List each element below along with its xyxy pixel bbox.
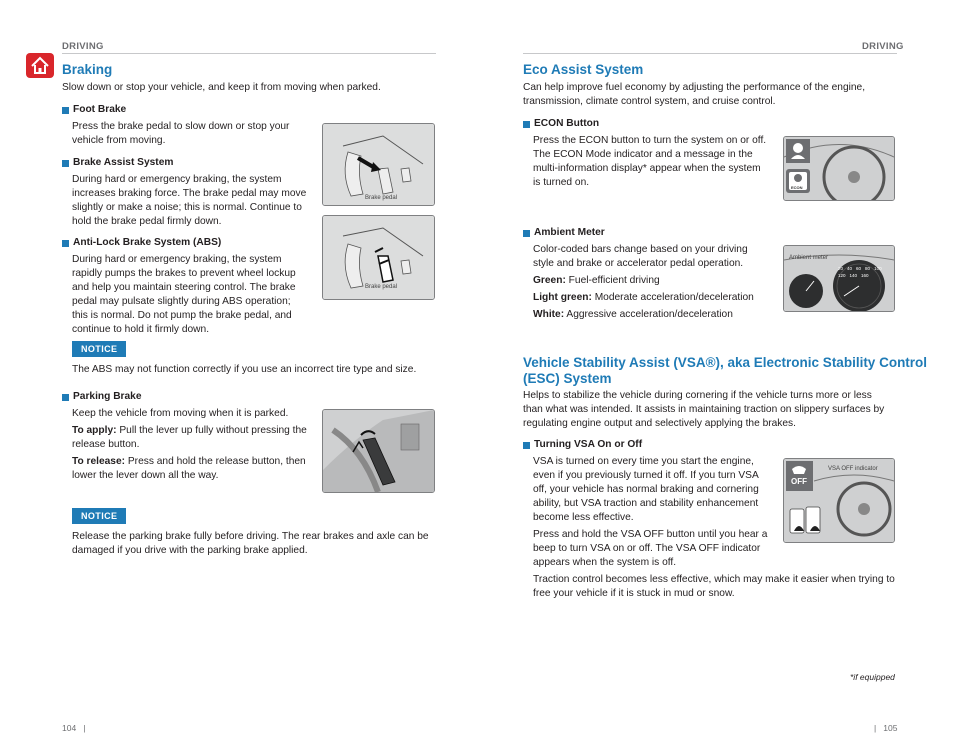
parking-apply: To apply: Pull the lever up fully without pressing the bbox=[72, 425, 307, 436]
gauge-tick: 80 bbox=[865, 266, 871, 271]
vsa-toggle-heading: Turning VSA On or Off bbox=[523, 438, 773, 452]
gauge-tick: 140 bbox=[849, 273, 858, 278]
econ-line: is turned on. bbox=[533, 177, 590, 188]
home-button[interactable] bbox=[26, 53, 54, 78]
bullet-square-icon bbox=[62, 160, 69, 167]
gauge-tick: 160 bbox=[861, 273, 869, 278]
gauge-tick: 40 bbox=[847, 266, 853, 271]
vsa-line: Press and hold the VSA OFF button until you hear a bbox=[533, 529, 768, 540]
econ-section bbox=[523, 117, 773, 190]
foot-brake-line: Press the brake pedal to slow down or stop your bbox=[72, 121, 290, 132]
vsa-intro-line: Helps to stabilize the vehicle during cornering if the vehicle turns more or less bbox=[523, 390, 872, 401]
gauge-tick-labels bbox=[838, 266, 883, 278]
abs-heading: Anti-Lock Brake System (ABS) bbox=[62, 236, 312, 250]
ambient-white: White: Aggressive acceleration/deceleration bbox=[533, 309, 733, 320]
bullet-square-icon bbox=[62, 107, 69, 114]
parking-release: To release: Press and hold the release button, then bbox=[72, 456, 306, 467]
brake-assist-line: increases braking force. The brake pedal may move bbox=[72, 188, 307, 199]
abs-line: this is normal. Do not pump the brake pedal, and bbox=[72, 310, 292, 321]
vsa-off-figure bbox=[783, 458, 895, 543]
parking-brake-heading: Parking Brake bbox=[62, 390, 312, 404]
econ-line: The ECON Mode indicator and a message in the bbox=[533, 149, 753, 160]
econ-badge: ECON bbox=[791, 185, 803, 190]
braking-intro: Slow down or stop your vehicle, and keep it from moving when parked. bbox=[62, 82, 381, 93]
fig2-caption: Brake pedal bbox=[365, 284, 398, 290]
vsa-off-caption: VSA OFF indicator bbox=[828, 466, 878, 472]
ambient-heading: Ambient Meter bbox=[523, 226, 773, 240]
ambient-line: Color-coded bars change based on your driving bbox=[533, 244, 748, 255]
brake-pedal-illustration bbox=[323, 124, 434, 205]
foot-brake-line: vehicle from moving. bbox=[72, 135, 166, 146]
right-header-rule bbox=[523, 53, 897, 54]
gauge-tick: 20 bbox=[838, 266, 844, 271]
abs-line: and help you maintain steering control. The brake bbox=[72, 282, 296, 293]
foot-brake-heading: Foot Brake bbox=[62, 103, 312, 117]
notice-badge-1: NOTICE bbox=[72, 341, 126, 357]
eco-intro-line: Can help improve fuel economy by adjusting the performance of the engine, bbox=[523, 82, 866, 93]
bullet-square-icon bbox=[523, 442, 530, 449]
brake-pedal-figure-2 bbox=[322, 215, 435, 300]
vsa-intro-line: than what was intended. It assists in maintaining traction on slippery surfaces by bbox=[523, 404, 885, 415]
gauge-tick: 120 bbox=[838, 273, 846, 278]
left-header: DRIVING bbox=[62, 41, 104, 52]
brake-pedal-figure-1 bbox=[322, 123, 435, 206]
parking-release-line2: lower the lever down all the way. bbox=[72, 470, 219, 481]
vsa-title-line1: Vehicle Stability Assist (VSA®), aka Electronic Stability Control bbox=[523, 355, 928, 370]
parking-lever-illustration bbox=[323, 410, 434, 492]
brake-assist-line: slightly or make a noise; this is normal. Continue to bbox=[72, 202, 302, 213]
econ-line: multi-information display* appear when the system bbox=[533, 163, 761, 174]
dashboard-illustration bbox=[784, 137, 894, 200]
ambient-lightgreen: Light green: Moderate acceleration/deceleration bbox=[533, 292, 754, 303]
eco-assist-title: Eco Assist System bbox=[523, 62, 644, 77]
brake-assist-line: During hard or emergency braking, the system bbox=[72, 174, 282, 185]
vsa-line: Traction control becomes less effective, which may make it easier when trying to bbox=[533, 574, 895, 585]
parking-brake-section bbox=[62, 390, 312, 483]
brake-assist-line: hold the brake pedal firmly down. bbox=[72, 216, 222, 227]
parking-apply-line2: release button. bbox=[72, 439, 140, 450]
ambient-meter-caption: Ambient meter bbox=[789, 255, 829, 261]
ambient-green: Green: Fuel-efficient driving bbox=[533, 275, 660, 286]
ambient-meter-figure bbox=[783, 245, 895, 312]
abs-section bbox=[62, 236, 312, 337]
bullet-square-icon bbox=[523, 121, 530, 128]
abs-line: rapidly pumps the brakes to prevent wheel lockup bbox=[72, 268, 296, 279]
abs-line: During hard or emergency braking, the system bbox=[72, 254, 282, 265]
notice-text-2-line: damaged if you drive with the parking brake applied. bbox=[72, 545, 308, 556]
vsa-line: ability, but VSA traction and stability enhancement bbox=[533, 498, 759, 509]
vsa-line: free your vehicle if it is stuck in mud or snow. bbox=[533, 588, 735, 599]
right-page-number: | 105 bbox=[874, 723, 898, 733]
vsa-toggle-section bbox=[523, 438, 773, 570]
fig1-caption: Brake pedal bbox=[365, 195, 398, 201]
notice-badge-2: NOTICE bbox=[72, 508, 126, 524]
vsa-line: VSA is turned on every time you start the engine, bbox=[533, 456, 754, 467]
parking-brake-figure bbox=[322, 409, 435, 493]
footnote: *if equipped bbox=[850, 672, 895, 682]
brake-assist-section bbox=[62, 156, 312, 229]
ambient-line: style and brake or accelerator pedal operation. bbox=[533, 258, 744, 269]
vsa-line: appears when the system is off. bbox=[533, 557, 677, 568]
vsa-intro-line: regulating engine output and selectively applying the brakes. bbox=[523, 418, 796, 429]
brake-assist-heading: Brake Assist System bbox=[62, 156, 312, 170]
eco-intro-line: transmission, climate control system, and cruise control. bbox=[523, 96, 776, 107]
gauge-tick: 60 bbox=[856, 266, 862, 271]
econ-figure bbox=[783, 136, 895, 201]
ambient-section bbox=[523, 226, 773, 322]
vsa-title-line2: (ESC) System bbox=[523, 371, 612, 386]
notice-text-2-line: Release the parking brake fully before driving. The rear brakes and axle can be bbox=[72, 531, 429, 542]
econ-line: Press the ECON button to turn the system on or off. bbox=[533, 135, 767, 146]
left-header-rule bbox=[62, 53, 436, 54]
vsa-line: off, your vehicle has normal braking and cornering bbox=[533, 484, 759, 495]
gauge-tick: 100 bbox=[874, 266, 882, 271]
vsa-off-badge: OFF bbox=[791, 477, 807, 486]
bullet-square-icon bbox=[523, 230, 530, 237]
parking-line: Keep the vehicle from moving when it is parked. bbox=[72, 408, 289, 419]
left-page-number: 104 | bbox=[62, 723, 86, 733]
notice-text-1: The ABS may not function correctly if you use an incorrect tire type and size. bbox=[72, 364, 417, 375]
vsa-line: become less effective. bbox=[533, 512, 634, 523]
home-icon bbox=[26, 53, 54, 78]
abs-line: continue to hold it firmly down. bbox=[72, 324, 210, 335]
vsa-line: beep to turn VSA on or off. The VSA OFF indicator bbox=[533, 543, 761, 554]
vsa-line: even if you previously turned it off. If you turn VSA bbox=[533, 470, 759, 481]
bullet-square-icon bbox=[62, 394, 69, 401]
right-header: DRIVING bbox=[862, 41, 904, 52]
econ-heading: ECON Button bbox=[523, 117, 773, 131]
foot-brake-section bbox=[62, 103, 312, 148]
bullet-square-icon bbox=[62, 240, 69, 247]
braking-title: Braking bbox=[62, 62, 113, 77]
abs-line: pedal may pulsate slightly during ABS operation; bbox=[72, 296, 291, 307]
